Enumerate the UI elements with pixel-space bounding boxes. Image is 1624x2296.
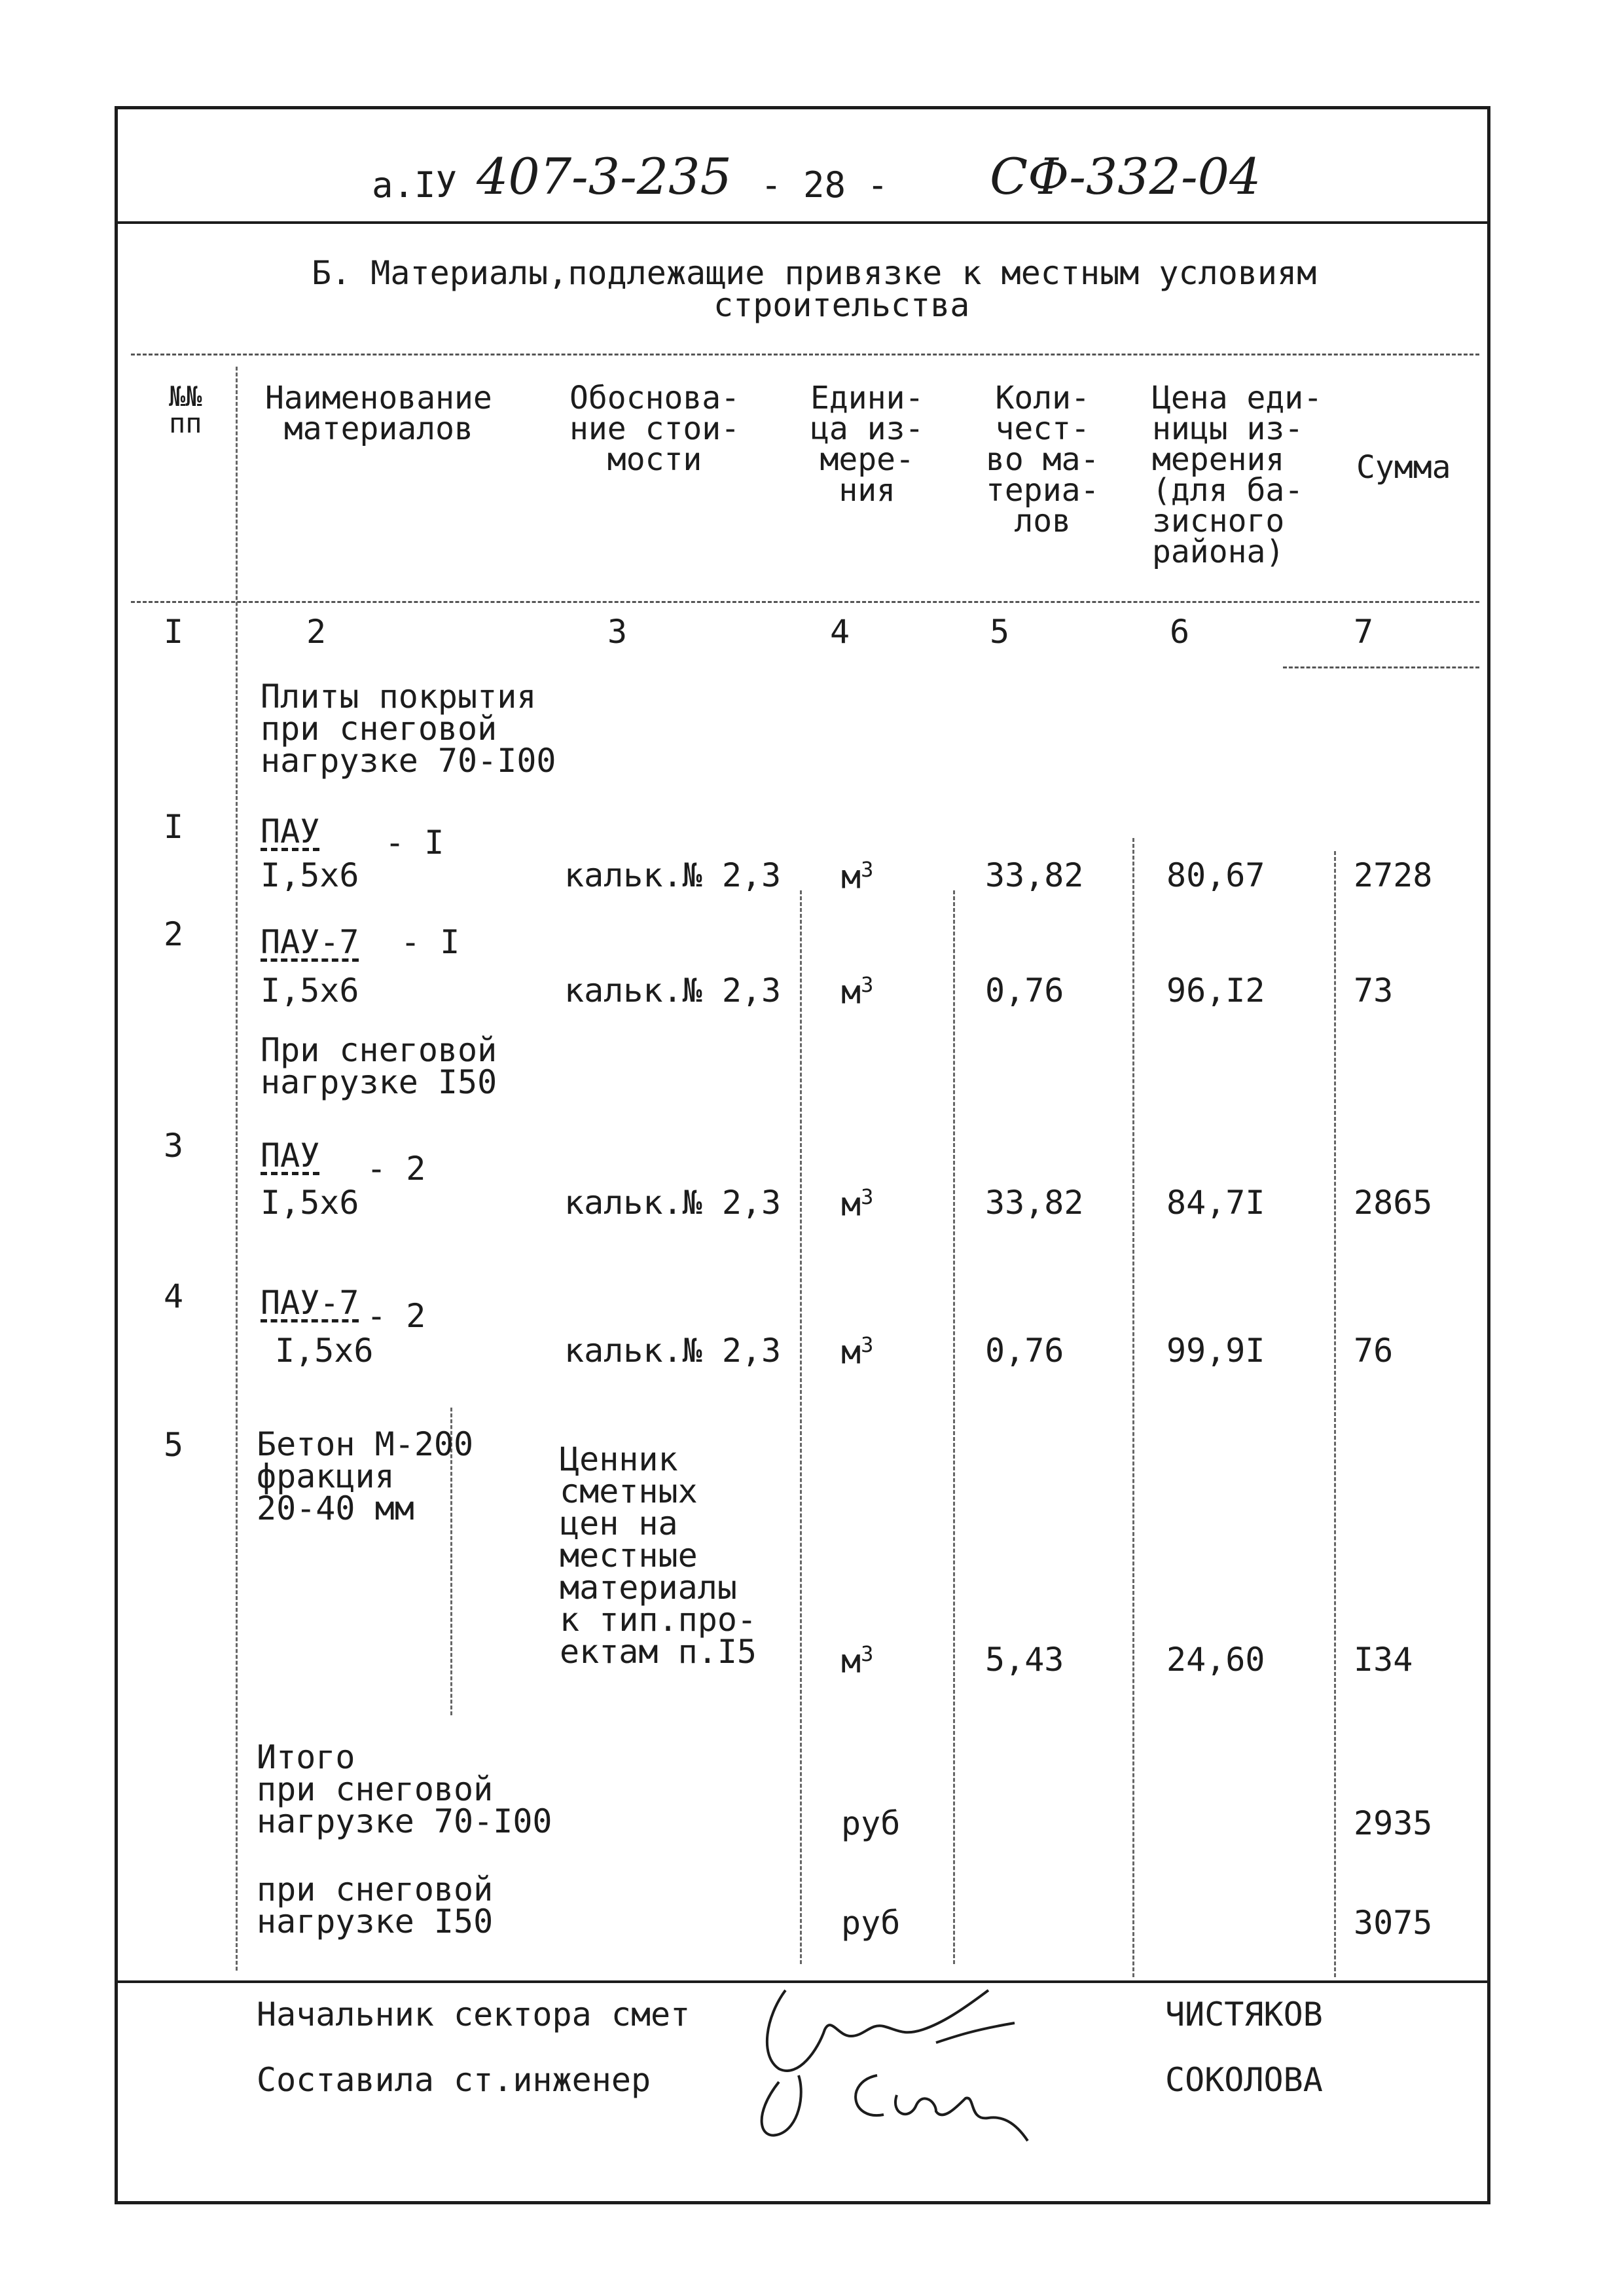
signature-name-1: ЧИСТЯКОВ bbox=[1165, 1995, 1323, 2033]
row-3-basis: кальк.№ 2,3 bbox=[564, 1184, 782, 1222]
total-label-snow-150: при снеговой нагрузке I50 bbox=[257, 1870, 494, 1941]
header-col-5: Коли- чест- во ма- териа- лов bbox=[986, 380, 1100, 540]
row-5-number: 5 bbox=[164, 1426, 184, 1464]
row-2-basis: кальк.№ 2,3 bbox=[564, 972, 782, 1010]
section-title-line-1: Б. Материалы,подлежащие привязке к местным условиям bbox=[312, 254, 1317, 292]
row-4-name-bottom: I,5x6 bbox=[275, 1332, 374, 1370]
group-title-snow-70-100: Плиты покрытия при снеговой нагрузке 70-I00 bbox=[261, 678, 556, 780]
row-3-number: 3 bbox=[164, 1127, 184, 1165]
row-5-quantity: 5,43 bbox=[985, 1641, 1064, 1679]
row-3-sum: 2865 bbox=[1354, 1184, 1433, 1222]
col-number-7: 7 bbox=[1354, 613, 1374, 651]
row-2-quantity: 0,76 bbox=[985, 972, 1064, 1010]
row-3-quantity: 33,82 bbox=[985, 1184, 1084, 1222]
column-numbers-rule bbox=[1283, 666, 1479, 668]
row-4-price: 99,9I bbox=[1166, 1332, 1265, 1370]
column-separator bbox=[236, 367, 238, 1971]
document-code: СФ-332-04 bbox=[990, 147, 1261, 206]
row-2-number: 2 bbox=[164, 915, 184, 953]
handwritten-signatures bbox=[740, 1964, 1080, 2154]
row-1-name-suffix: - I bbox=[385, 824, 444, 862]
row-4-name-suffix: - 2 bbox=[367, 1297, 426, 1335]
signature-role-1: Начальник сектора смет bbox=[257, 1995, 691, 2033]
page-number: - 28 - bbox=[761, 164, 889, 206]
group-title-snow-150: При снеговой нагрузке I50 bbox=[261, 1031, 497, 1101]
row-4-quantity: 0,76 bbox=[985, 1332, 1064, 1370]
table-top-rule bbox=[131, 354, 1479, 355]
total-sum-snow-70-100: 2935 bbox=[1354, 1804, 1433, 1842]
row-1-quantity: 33,82 bbox=[985, 856, 1084, 894]
col-number-1: I bbox=[164, 613, 184, 651]
row-1-number: I bbox=[164, 808, 184, 846]
total-unit-snow-150: руб bbox=[841, 1904, 901, 1942]
row-3-unit: $м^3$ bbox=[841, 1184, 874, 1224]
signature-name-2: СОКОЛОВА bbox=[1165, 2061, 1323, 2099]
row-1-name-bottom: I,5x6 bbox=[261, 856, 359, 894]
row-5-unit: $м^3$ bbox=[841, 1641, 874, 1681]
header-col-7: Сумма bbox=[1356, 449, 1451, 486]
column-separator bbox=[1132, 838, 1134, 1977]
row-2-price: 96,I2 bbox=[1166, 972, 1265, 1010]
column-separator bbox=[800, 890, 802, 1964]
row-4-sum: 76 bbox=[1354, 1332, 1394, 1370]
signature-role-2: Составила ст.инженер bbox=[257, 2061, 651, 2099]
header-col-4: Едини- ца из- мере- ния bbox=[810, 380, 924, 509]
col-number-6: 6 bbox=[1170, 613, 1190, 651]
row-4-number: 4 bbox=[164, 1277, 184, 1315]
header-bottom-rule bbox=[131, 601, 1479, 603]
row-4-unit: $м^3$ bbox=[841, 1332, 874, 1372]
row-1-sum: 2728 bbox=[1354, 856, 1433, 894]
row-2-name-bottom: I,5x6 bbox=[261, 972, 359, 1010]
row-5-price: 24,60 bbox=[1166, 1641, 1265, 1679]
row-5-basis: Ценник сметных цен на местные материалы к тип.про- ектам п.I5 bbox=[560, 1440, 757, 1671]
row-1-unit: $м^3$ bbox=[841, 857, 874, 896]
header-col-1: №№ пп bbox=[169, 380, 202, 440]
header-divider bbox=[115, 221, 1490, 224]
row-3-name-top: ПАУ bbox=[261, 1137, 320, 1175]
row-5-name: Бетон М-200 фракция 20-40 мм bbox=[257, 1425, 474, 1527]
row-2-sum: 73 bbox=[1354, 972, 1394, 1010]
total-sum-snow-150: 3075 bbox=[1354, 1904, 1433, 1942]
row-1-name-top: ПАУ bbox=[261, 812, 320, 850]
row-3-name-bottom: I,5x6 bbox=[261, 1184, 359, 1222]
row-2-name-top: ПАУ-7 bbox=[261, 923, 359, 961]
header-col-3: Обоснова- ние стои- мости bbox=[569, 380, 740, 479]
col-number-4: 4 bbox=[830, 613, 850, 651]
row-1-basis: кальк.№ 2,3 bbox=[564, 856, 782, 894]
col-number-2: 2 bbox=[306, 613, 327, 651]
album-number: 407-3-235 bbox=[477, 147, 732, 206]
col-number-3: 3 bbox=[607, 613, 628, 651]
total-label-snow-70-100: Итого при снеговой нагрузке 70-I00 bbox=[257, 1738, 552, 1840]
album-prefix: а.IУ bbox=[372, 164, 458, 206]
total-unit-snow-70-100: руб bbox=[841, 1804, 901, 1842]
row-2-name-suffix: - I bbox=[401, 923, 460, 961]
header-col-6: Цена еди- ницы из- мерения (для ба- зисного района) bbox=[1152, 380, 1323, 571]
row-4-basis: кальк.№ 2,3 bbox=[564, 1332, 782, 1370]
row-2-unit: $м^3$ bbox=[841, 972, 874, 1011]
col-number-5: 5 bbox=[990, 613, 1010, 651]
column-separator bbox=[953, 890, 955, 1964]
section-title-line-2: строительства bbox=[713, 286, 970, 324]
row-5-sum: I34 bbox=[1354, 1641, 1413, 1679]
row-4-name-top: ПАУ-7 bbox=[261, 1284, 359, 1322]
row-3-price: 84,7I bbox=[1166, 1184, 1265, 1222]
row-3-name-suffix: - 2 bbox=[367, 1150, 426, 1188]
header-col-2: Наименование материалов bbox=[265, 380, 492, 448]
row-1-price: 80,67 bbox=[1166, 856, 1265, 894]
column-separator bbox=[1334, 851, 1336, 1977]
